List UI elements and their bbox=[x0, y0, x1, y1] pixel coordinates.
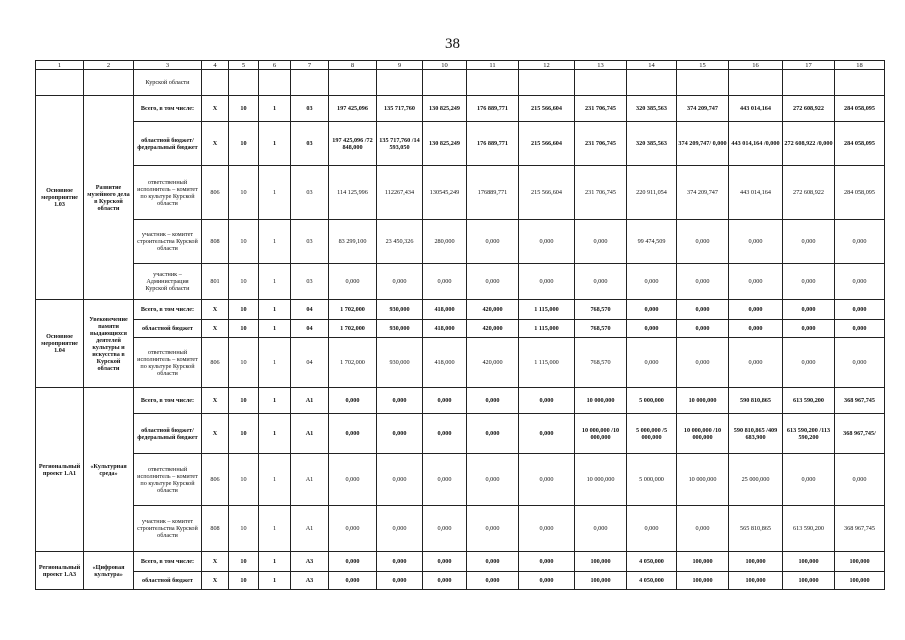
value-cell: 10 bbox=[229, 506, 259, 552]
column-header: 9 bbox=[377, 61, 423, 70]
value-cell: 565 810,865 bbox=[729, 506, 783, 552]
value-cell: 0,000 bbox=[835, 454, 885, 506]
value-cell: 176 889,771 bbox=[467, 96, 519, 122]
value-cell: 0,000 bbox=[329, 506, 377, 552]
value-cell: Х bbox=[202, 388, 229, 414]
table-row bbox=[36, 70, 885, 96]
value-cell: 613 590,200 /113 590,200 bbox=[783, 414, 835, 454]
value-cell: 10 000,000 bbox=[677, 454, 729, 506]
column-header: 16 bbox=[729, 61, 783, 70]
value-cell: 1 bbox=[259, 300, 291, 320]
value-cell: 10 bbox=[229, 388, 259, 414]
value-cell: 768,570 bbox=[575, 338, 627, 388]
source-cell: Всего, в том числе: bbox=[134, 388, 202, 414]
value-cell: 590 810,865 bbox=[729, 388, 783, 414]
value-cell: 0,000 bbox=[519, 264, 575, 300]
value-cell: 0,000 bbox=[575, 264, 627, 300]
value-cell: 1 115,000 bbox=[519, 338, 575, 388]
value-cell: 1 bbox=[259, 264, 291, 300]
value-cell: 197 425,096 /72 848,000 bbox=[329, 122, 377, 166]
value-cell: Х bbox=[202, 300, 229, 320]
column-header: 18 bbox=[835, 61, 885, 70]
value-cell: 0,000 bbox=[467, 220, 519, 264]
value-cell: 0,000 bbox=[783, 454, 835, 506]
value-cell bbox=[575, 70, 627, 96]
table-row bbox=[36, 388, 885, 414]
name-cell bbox=[84, 70, 134, 96]
value-cell: 0,000 bbox=[377, 454, 423, 506]
value-cell: 1 115,000 bbox=[519, 300, 575, 320]
value-cell: 1 bbox=[259, 388, 291, 414]
value-cell: 930,000 bbox=[377, 300, 423, 320]
value-cell: 0,000 bbox=[835, 264, 885, 300]
value-cell: 215 566,604 bbox=[519, 96, 575, 122]
value-cell: Х bbox=[202, 320, 229, 338]
value-cell bbox=[291, 70, 329, 96]
value-cell: 04 bbox=[291, 338, 329, 388]
value-cell: 768,570 bbox=[575, 300, 627, 320]
column-header: 8 bbox=[329, 61, 377, 70]
value-cell: 10 bbox=[229, 552, 259, 572]
value-cell: 10 000,000 bbox=[575, 454, 627, 506]
value-cell: 100,000 bbox=[575, 572, 627, 590]
value-cell: Х bbox=[202, 122, 229, 166]
value-cell: 0,000 bbox=[729, 300, 783, 320]
value-cell: 215 566,604 bbox=[519, 122, 575, 166]
value-cell: 374 209,747 bbox=[677, 166, 729, 220]
value-cell: 0,000 bbox=[783, 320, 835, 338]
value-cell: 100,000 bbox=[575, 552, 627, 572]
value-cell: 0,000 bbox=[519, 506, 575, 552]
column-header: 6 bbox=[259, 61, 291, 70]
value-cell bbox=[423, 70, 467, 96]
page-number: 38 bbox=[445, 36, 460, 52]
value-cell: 0,000 bbox=[377, 388, 423, 414]
value-cell: 420,000 bbox=[467, 300, 519, 320]
value-cell: 10 bbox=[229, 300, 259, 320]
value-cell: 10 bbox=[229, 338, 259, 388]
value-cell: 1 702,000 bbox=[329, 320, 377, 338]
value-cell bbox=[329, 70, 377, 96]
value-cell: 10 000,000 /10 000,000 bbox=[575, 414, 627, 454]
value-cell: 284 058,095 bbox=[835, 166, 885, 220]
column-header: 13 bbox=[575, 61, 627, 70]
value-cell: 100,000 bbox=[729, 552, 783, 572]
value-cell: 808 bbox=[202, 506, 229, 552]
value-cell: 0,000 bbox=[467, 454, 519, 506]
table-row bbox=[36, 166, 885, 220]
value-cell: 0,000 bbox=[329, 572, 377, 590]
column-header: 4 bbox=[202, 61, 229, 70]
budget-table bbox=[35, 60, 885, 590]
value-cell: 0,000 bbox=[627, 264, 677, 300]
value-cell: 613 590,200 bbox=[783, 506, 835, 552]
value-cell: 801 bbox=[202, 264, 229, 300]
value-cell: 930,000 bbox=[377, 338, 423, 388]
value-cell: 768,570 bbox=[575, 320, 627, 338]
value-cell: 0,000 bbox=[377, 264, 423, 300]
value-cell: 10 bbox=[229, 220, 259, 264]
value-cell: 4 050,000 bbox=[627, 572, 677, 590]
value-cell: 0,000 bbox=[467, 414, 519, 454]
value-cell: Х bbox=[202, 572, 229, 590]
value-cell: 0,000 bbox=[519, 552, 575, 572]
value-cell: 0,000 bbox=[377, 552, 423, 572]
value-cell: Х bbox=[202, 96, 229, 122]
value-cell: 83 299,100 bbox=[329, 220, 377, 264]
source-cell: областной бюджет bbox=[134, 320, 202, 338]
value-cell: 100,000 bbox=[835, 552, 885, 572]
value-cell: 135 717,760 bbox=[377, 96, 423, 122]
name-cell: Развитие музейного дела в Курской области bbox=[84, 96, 134, 300]
value-cell: 4 050,000 bbox=[627, 552, 677, 572]
value-cell: 0,000 bbox=[729, 338, 783, 388]
value-cell: А3 bbox=[291, 572, 329, 590]
value-cell: 03 bbox=[291, 96, 329, 122]
value-cell: 10 bbox=[229, 166, 259, 220]
value-cell: 0,000 bbox=[329, 414, 377, 454]
value-cell: 100,000 bbox=[835, 572, 885, 590]
value-cell: 0,000 bbox=[519, 414, 575, 454]
value-cell: 1 bbox=[259, 320, 291, 338]
value-cell: 284 058,095 bbox=[835, 96, 885, 122]
value-cell bbox=[519, 70, 575, 96]
column-header: 17 bbox=[783, 61, 835, 70]
column-header: 3 bbox=[134, 61, 202, 70]
value-cell: 0,000 bbox=[519, 220, 575, 264]
source-cell: Всего, в том числе: bbox=[134, 552, 202, 572]
value-cell: 23 450,326 bbox=[377, 220, 423, 264]
value-cell: 0,000 bbox=[729, 320, 783, 338]
value-cell: 0,000 bbox=[329, 454, 377, 506]
value-cell: Х bbox=[202, 552, 229, 572]
value-cell: 130545,249 bbox=[423, 166, 467, 220]
value-cell: 0,000 bbox=[783, 264, 835, 300]
value-cell: 03 bbox=[291, 264, 329, 300]
value-cell bbox=[467, 70, 519, 96]
value-cell: Х bbox=[202, 414, 229, 454]
column-header: 2 bbox=[84, 61, 134, 70]
value-cell: 930,000 bbox=[377, 320, 423, 338]
value-cell: 5 000,000 bbox=[627, 454, 677, 506]
value-cell: 0,000 bbox=[423, 264, 467, 300]
value-cell: 99 474,509 bbox=[627, 220, 677, 264]
activity-cell: Региональный проект 1.А1 bbox=[36, 388, 84, 552]
value-cell: 100,000 bbox=[677, 552, 729, 572]
value-cell: 280,000 bbox=[423, 220, 467, 264]
value-cell: 10 bbox=[229, 454, 259, 506]
value-cell: 10 bbox=[229, 264, 259, 300]
value-cell: 0,000 bbox=[519, 388, 575, 414]
value-cell: 0,000 bbox=[575, 506, 627, 552]
value-cell: 0,000 bbox=[835, 300, 885, 320]
value-cell: 176 889,771 bbox=[467, 122, 519, 166]
value-cell: 231 706,745 bbox=[575, 96, 627, 122]
value-cell: 215 566,604 bbox=[519, 166, 575, 220]
value-cell: 1 bbox=[259, 414, 291, 454]
source-cell: участник – комитет строительства Курской области bbox=[134, 506, 202, 552]
table-row bbox=[36, 264, 885, 300]
value-cell: 0,000 bbox=[575, 220, 627, 264]
value-cell: 1 bbox=[259, 166, 291, 220]
name-cell: «Цифровая культура» bbox=[84, 552, 134, 590]
value-cell: 0,000 bbox=[783, 300, 835, 320]
value-cell: 374 209,747/ 0,000 bbox=[677, 122, 729, 166]
value-cell: 0,000 bbox=[519, 572, 575, 590]
value-cell: 0,000 bbox=[835, 320, 885, 338]
value-cell: 806 bbox=[202, 338, 229, 388]
value-cell bbox=[627, 70, 677, 96]
header-row bbox=[36, 61, 885, 70]
value-cell: 03 bbox=[291, 220, 329, 264]
value-cell: 130 825,249 bbox=[423, 122, 467, 166]
value-cell: 100,000 bbox=[783, 552, 835, 572]
value-cell: 04 bbox=[291, 300, 329, 320]
value-cell: 808 bbox=[202, 220, 229, 264]
value-cell: 0,000 bbox=[835, 338, 885, 388]
column-header: 14 bbox=[627, 61, 677, 70]
value-cell: 0,000 bbox=[423, 552, 467, 572]
value-cell: 0,000 bbox=[519, 454, 575, 506]
value-cell: 443 014,164 bbox=[729, 96, 783, 122]
value-cell: 1 bbox=[259, 96, 291, 122]
column-header: 5 bbox=[229, 61, 259, 70]
value-cell: 135 717,760 /14 593,050 bbox=[377, 122, 423, 166]
value-cell: 10 000,000 /10 000,000 bbox=[677, 414, 729, 454]
value-cell: 0,000 bbox=[677, 338, 729, 388]
name-cell: «Культурная среда» bbox=[84, 388, 134, 552]
value-cell: 0,000 bbox=[677, 264, 729, 300]
value-cell: 0,000 bbox=[423, 454, 467, 506]
value-cell: 1 115,000 bbox=[519, 320, 575, 338]
value-cell: 0,000 bbox=[677, 220, 729, 264]
value-cell: А1 bbox=[291, 454, 329, 506]
value-cell: 284 058,095 bbox=[835, 122, 885, 166]
source-cell: участник – Администрация Курской области bbox=[134, 264, 202, 300]
value-cell: 443 014,164 bbox=[729, 166, 783, 220]
value-cell: 0,000 bbox=[467, 572, 519, 590]
value-cell: 420,000 bbox=[467, 320, 519, 338]
value-cell: 1 702,000 bbox=[329, 338, 377, 388]
value-cell: 25 000,000 bbox=[729, 454, 783, 506]
value-cell: 231 706,745 bbox=[575, 122, 627, 166]
value-cell: 100,000 bbox=[729, 572, 783, 590]
value-cell bbox=[783, 70, 835, 96]
value-cell: 0,000 bbox=[627, 506, 677, 552]
value-cell: 0,000 bbox=[627, 338, 677, 388]
value-cell: 10 bbox=[229, 96, 259, 122]
value-cell: 374 209,747 bbox=[677, 96, 729, 122]
value-cell: 0,000 bbox=[423, 388, 467, 414]
value-cell: 0,000 bbox=[677, 506, 729, 552]
table-row bbox=[36, 300, 885, 320]
value-cell: 03 bbox=[291, 122, 329, 166]
value-cell: 10 bbox=[229, 572, 259, 590]
value-cell: 0,000 bbox=[329, 388, 377, 414]
value-cell: 10 bbox=[229, 414, 259, 454]
value-cell: А1 bbox=[291, 388, 329, 414]
value-cell: 0,000 bbox=[783, 338, 835, 388]
table-row bbox=[36, 338, 885, 388]
value-cell: 0,000 bbox=[329, 552, 377, 572]
value-cell: 368 967,745/ bbox=[835, 414, 885, 454]
value-cell: 10 bbox=[229, 320, 259, 338]
value-cell: 10 000,000 bbox=[575, 388, 627, 414]
value-cell: 5 000,000 bbox=[627, 388, 677, 414]
column-header: 15 bbox=[677, 61, 729, 70]
value-cell: 368 967,745 bbox=[835, 388, 885, 414]
column-header: 11 bbox=[467, 61, 519, 70]
value-cell: 1 bbox=[259, 454, 291, 506]
source-cell: ответственный исполнитель – комитет по культуре Курской области bbox=[134, 454, 202, 506]
value-cell: 272 608,922 bbox=[783, 166, 835, 220]
table-row bbox=[36, 506, 885, 552]
value-cell: 272 608,922 /0,000 bbox=[783, 122, 835, 166]
value-cell bbox=[259, 70, 291, 96]
value-cell: 0,000 bbox=[627, 320, 677, 338]
value-cell: А1 bbox=[291, 506, 329, 552]
value-cell: 368 967,745 bbox=[835, 506, 885, 552]
value-cell: 0,000 bbox=[377, 572, 423, 590]
activity-cell: Региональный проект 1.А3 bbox=[36, 552, 84, 590]
value-cell: 03 bbox=[291, 166, 329, 220]
activity-cell bbox=[36, 70, 84, 96]
source-cell: областной бюджет/ федеральный бюджет bbox=[134, 414, 202, 454]
table-row bbox=[36, 552, 885, 572]
source-cell: Всего, в том числе: bbox=[134, 96, 202, 122]
value-cell bbox=[677, 70, 729, 96]
value-cell: 1 702,000 bbox=[329, 300, 377, 320]
source-cell: Всего, в том числе: bbox=[134, 300, 202, 320]
value-cell: 0,000 bbox=[467, 388, 519, 414]
value-cell: 1 bbox=[259, 506, 291, 552]
value-cell: 613 590,200 bbox=[783, 388, 835, 414]
value-cell: 320 385,563 bbox=[627, 122, 677, 166]
value-cell: 04 bbox=[291, 320, 329, 338]
name-cell: Увековечение памяти выдающихся деятелей культуры и искусства в Курской области bbox=[84, 300, 134, 388]
value-cell: 420,000 bbox=[467, 338, 519, 388]
column-header: 12 bbox=[519, 61, 575, 70]
value-cell: 0,000 bbox=[329, 264, 377, 300]
table-row bbox=[36, 220, 885, 264]
value-cell: 418,000 bbox=[423, 320, 467, 338]
value-cell: А1 bbox=[291, 414, 329, 454]
value-cell bbox=[729, 70, 783, 96]
value-cell: 272 608,922 bbox=[783, 96, 835, 122]
value-cell: 1 bbox=[259, 122, 291, 166]
value-cell bbox=[835, 70, 885, 96]
value-cell: 0,000 bbox=[729, 264, 783, 300]
value-cell: 130 825,249 bbox=[423, 96, 467, 122]
value-cell: 0,000 bbox=[467, 552, 519, 572]
value-cell: 197 425,096 bbox=[329, 96, 377, 122]
value-cell: 220 911,054 bbox=[627, 166, 677, 220]
value-cell: 418,000 bbox=[423, 300, 467, 320]
table-row bbox=[36, 122, 885, 166]
table-row bbox=[36, 320, 885, 338]
value-cell: 112267,434 bbox=[377, 166, 423, 220]
value-cell: 1 bbox=[259, 338, 291, 388]
value-cell bbox=[377, 70, 423, 96]
table-row bbox=[36, 414, 885, 454]
table-row bbox=[36, 572, 885, 590]
value-cell: 443 014,164 /0,000 bbox=[729, 122, 783, 166]
source-cell: ответственный исполнитель – комитет по культуре Курской области bbox=[134, 166, 202, 220]
value-cell: 0,000 bbox=[677, 320, 729, 338]
value-cell: 5 000,000 /5 000,000 bbox=[627, 414, 677, 454]
value-cell bbox=[202, 70, 229, 96]
value-cell: 100,000 bbox=[677, 572, 729, 590]
value-cell: 0,000 bbox=[423, 414, 467, 454]
value-cell: 0,000 bbox=[377, 414, 423, 454]
value-cell: 1 bbox=[259, 552, 291, 572]
value-cell: 0,000 bbox=[677, 300, 729, 320]
source-cell: областной бюджет bbox=[134, 572, 202, 590]
activity-cell: Основное мероприятие 1.04 bbox=[36, 300, 84, 388]
source-cell: областной бюджет/ федеральный бюджет bbox=[134, 122, 202, 166]
value-cell: 0,000 bbox=[467, 506, 519, 552]
column-header: 1 bbox=[36, 61, 84, 70]
value-cell: А3 bbox=[291, 552, 329, 572]
value-cell: 418,000 bbox=[423, 338, 467, 388]
value-cell: 0,000 bbox=[729, 220, 783, 264]
value-cell: 10 bbox=[229, 122, 259, 166]
value-cell: 0,000 bbox=[627, 300, 677, 320]
source-cell: Курской области bbox=[134, 70, 202, 96]
table-row bbox=[36, 454, 885, 506]
value-cell: 0,000 bbox=[783, 220, 835, 264]
value-cell: 320 385,563 bbox=[627, 96, 677, 122]
value-cell: 1 bbox=[259, 572, 291, 590]
value-cell: 0,000 bbox=[835, 220, 885, 264]
value-cell: 231 706,745 bbox=[575, 166, 627, 220]
value-cell: 176889,771 bbox=[467, 166, 519, 220]
value-cell: 806 bbox=[202, 166, 229, 220]
table-row bbox=[36, 96, 885, 122]
source-cell: участник – комитет строительства Курской области bbox=[134, 220, 202, 264]
column-header: 10 bbox=[423, 61, 467, 70]
value-cell: 0,000 bbox=[377, 506, 423, 552]
column-header: 7 bbox=[291, 61, 329, 70]
source-cell: ответственный исполнитель – комитет по культуре Курской области bbox=[134, 338, 202, 388]
value-cell: 114 125,996 bbox=[329, 166, 377, 220]
value-cell: 590 810,865 /409 683,900 bbox=[729, 414, 783, 454]
value-cell: 10 000,000 bbox=[677, 388, 729, 414]
value-cell: 806 bbox=[202, 454, 229, 506]
activity-cell: Основное мероприятие 1.03 bbox=[36, 96, 84, 300]
value-cell: 0,000 bbox=[423, 572, 467, 590]
value-cell: 0,000 bbox=[467, 264, 519, 300]
value-cell: 0,000 bbox=[423, 506, 467, 552]
value-cell: 100,000 bbox=[783, 572, 835, 590]
value-cell bbox=[229, 70, 259, 96]
value-cell: 1 bbox=[259, 220, 291, 264]
